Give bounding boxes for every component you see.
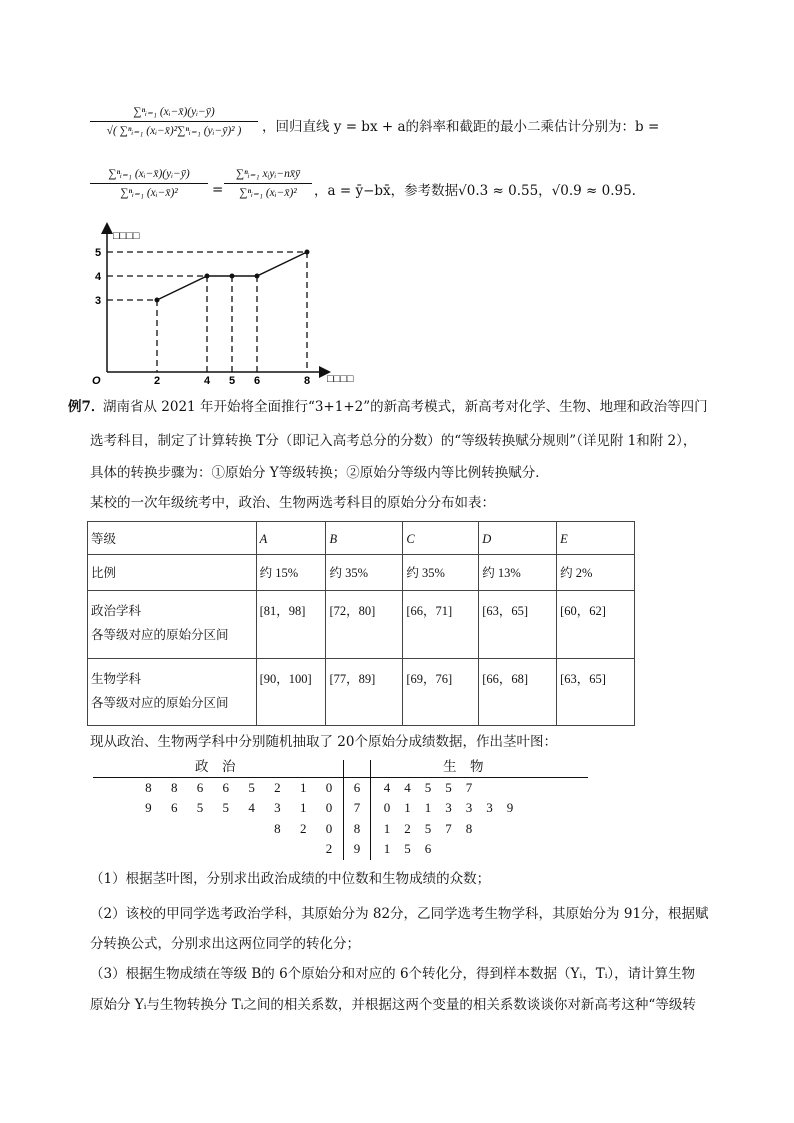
table-cell: [90，100]: [256, 659, 326, 726]
stemleaf-intro: 现从政治、生物两学科中分别随机抽取了 20个原始分成绩数据，作出茎叶图：: [90, 734, 557, 750]
question-2-line-1: （2）该校的甲同学选考政治学科，其原始分为 82分，乙同学选考生物学科，其原始分为 91分，根据赋: [90, 906, 709, 922]
line-graph: [80, 222, 400, 388]
politics-title: 政 治: [195, 759, 236, 775]
example-line-2: 选考科目，制定了计算转换 T分（即记入高考总分的分数）的“等级转换赋分规则”（详见附 1和附 2），: [90, 433, 697, 449]
table-cell: [81，98]: [256, 591, 326, 659]
politics-leaf: 2: [325, 841, 333, 856]
table-header-cell: 等级: [88, 522, 257, 555]
table-cell: [88, 659, 257, 726]
biology-leaf: 7: [445, 821, 452, 836]
table-cell: [60，62]: [557, 591, 635, 659]
table-header-cell: B: [326, 522, 403, 555]
table-header-cell: C: [403, 522, 479, 555]
table-header-row: [88, 522, 635, 555]
correlation-numerator: ∑ⁿᵢ₌₁ (xᵢ−x̄)(yᵢ−ȳ): [133, 106, 215, 118]
politics-leaf: 0: [325, 780, 333, 795]
table-cell: 约 13%: [479, 555, 557, 591]
biology-leaf: 4: [383, 780, 391, 795]
question-3-line-1: （3）根据生物成绩在等级 B的 6个原始分和对应的 6个转化分，得到样本数据（Yᵢ，Tᵢ），请计算生物: [90, 966, 696, 982]
table-politics-row: [88, 591, 635, 659]
table-cell: [77，89]: [326, 659, 403, 726]
y-tick-label: 4: [95, 271, 102, 283]
x-tick-label: 5: [229, 375, 236, 387]
stemleaf-row: [0, 800, 794, 820]
biology-leaf: 3: [465, 800, 473, 815]
data-point: [155, 298, 160, 303]
biology-leaf: 5: [424, 821, 432, 836]
data-point: [205, 274, 210, 279]
biology-leaf: 3: [486, 800, 493, 815]
table-biology-row: [88, 659, 635, 726]
data-point: [230, 274, 235, 279]
biology-leaf: 3: [445, 800, 452, 815]
table-cell: [66，68]: [479, 659, 557, 726]
biology-leaf: 7: [465, 780, 473, 795]
regression-text: ，回归直线 y = bx + a的斜率和截距的最小二乘估计分别为：b =: [262, 119, 660, 135]
biology-leaf: 1: [424, 800, 432, 815]
biology-leaf: 6: [424, 841, 432, 856]
table-header-cell: D: [479, 522, 557, 555]
table-header-cell: E: [557, 522, 635, 555]
question-1: （1）根据茎叶图，分别求出政治成绩的中位数和生物成绩的众数；: [90, 871, 491, 887]
table-cell: [63，65]: [557, 659, 635, 726]
table-header-cell: A: [256, 522, 326, 555]
stem: 7: [353, 800, 361, 815]
politics-leaf: 5: [222, 800, 230, 815]
politics-leaf: 1: [299, 780, 307, 795]
politics-leaf: 6: [222, 780, 230, 795]
reference-data-text: ，a = ȳ−bx̄，参考数据√0.3 ≈ 0.55，√0.9 ≈ 0.95.: [314, 183, 636, 199]
data-point: [305, 250, 310, 255]
politics-leaf: 8: [170, 780, 178, 795]
politics-leaf: 0: [325, 821, 333, 836]
politics-leaf: 9: [145, 800, 152, 815]
biology-label-1: 生物学科: [91, 672, 142, 686]
example-line-1: 湖南省从 2021 年开始将全面推行“3+1+2”的新高考模式，新高考对化学、生物、地理和政治等四门: [103, 399, 708, 415]
question-3-line-2: 原始分 Yᵢ与生物转换分 Tᵢ之间的相关系数，并根据这两个变量的相关系数谈谈你对新高考这种“等级转: [90, 997, 696, 1013]
slope-denominator-1: ∑ⁿᵢ₌₁ (xᵢ−x̄)²: [120, 187, 178, 199]
table-cell: [66，71]: [403, 591, 479, 659]
biology-leaf: 8: [465, 821, 473, 836]
politics-leaf: 5: [196, 800, 204, 815]
example-line-3: 具体的转换步骤为：①原始分 Y等级转换；②原始分等级内等比例转换赋分．: [90, 465, 549, 481]
slope-fraction-2: [224, 166, 312, 201]
biology-leaf: 5: [404, 841, 411, 856]
table-cell: 约 15%: [256, 555, 326, 591]
politics-leaf: 8: [274, 821, 281, 836]
x-axis-label: □□□□: [327, 373, 354, 385]
stem: 8: [353, 821, 361, 836]
data-point: [255, 274, 260, 279]
table-cell: 约 35%: [403, 555, 479, 591]
biology-leaf: 5: [424, 780, 432, 795]
stem: 9: [353, 841, 361, 856]
politics-leaf: 6: [170, 800, 178, 815]
y-tick-label: 5: [95, 247, 102, 259]
stemleaf-top-rule: [93, 777, 588, 778]
slope-numerator-1: ∑ⁿᵢ₌₁ (xᵢ−x̄)(yᵢ−ȳ): [108, 168, 190, 180]
politics-label-1: 政治学科: [91, 604, 142, 618]
slope-denominator-2: ∑ⁿᵢ₌₁ (xᵢ−x̄)²: [239, 187, 297, 199]
table-cell: [88, 591, 257, 659]
politics-leaf: 2: [274, 780, 281, 795]
question-2-line-2: 分转换公式，分别求出这两位同学的转化分；: [90, 936, 360, 952]
y-axis-label: □□□□: [113, 230, 140, 242]
biology-leaf: 1: [404, 800, 411, 815]
slope-numerator-2: ∑ⁿᵢ₌₁ xᵢyᵢ−nx̄ȳ: [235, 168, 301, 180]
correlation-denominator: √( ∑ⁿᵢ₌₁ (xᵢ−x̄)²∑ⁿᵢ₌₁ (yᵢ−ȳ)² ): [106, 125, 242, 137]
example-label: 例7．: [68, 399, 105, 415]
politics-leaf: 2: [299, 821, 307, 836]
table-cell: 比例: [88, 555, 257, 591]
biology-title: 生 物: [443, 759, 484, 775]
correlation-fraction: [90, 104, 258, 139]
stemleaf-row: [0, 841, 794, 861]
politics-leaf: 6: [196, 780, 204, 795]
table-cell: 约 35%: [326, 555, 403, 591]
x-tick-label: 2: [154, 375, 161, 387]
x-tick-label: 4: [204, 375, 211, 387]
politics-leaf: 5: [248, 780, 255, 795]
politics-leaf: 3: [274, 800, 281, 815]
stemleaf-row: [0, 821, 794, 841]
equals-sign: =: [212, 182, 224, 198]
table-intro: 某校的一次年级统考中，政治、生物两选考科目的原始分分布如表：: [90, 495, 495, 511]
politics-leaf: 8: [145, 780, 152, 795]
origin-label: O: [92, 375, 101, 387]
table-cell: [69，76]: [403, 659, 479, 726]
x-tick-label: 8: [304, 375, 311, 387]
stem: 6: [353, 780, 361, 795]
biology-leaf: 1: [383, 821, 391, 836]
x-tick-label: 6: [254, 375, 261, 387]
politics-leaf: 1: [299, 800, 307, 815]
stemleaf-row: [0, 780, 794, 800]
biology-leaf: 0: [383, 800, 391, 815]
biology-leaf: 2: [404, 821, 411, 836]
score-distribution-table: [87, 521, 635, 726]
biology-leaf: 9: [506, 800, 514, 815]
politics-leaf: 0: [325, 800, 333, 815]
table-cell: [63，65]: [479, 591, 557, 659]
politics-label-2: 各等级对应的原始分区间: [91, 628, 229, 642]
biology-leaf: 5: [445, 780, 452, 795]
y-tick-label: 3: [95, 295, 102, 307]
politics-leaf: 4: [248, 800, 255, 815]
table-ratio-row: [88, 555, 635, 591]
biology-leaf: 4: [404, 780, 411, 795]
table-cell: [72，80]: [326, 591, 403, 659]
slope-fraction-1: [90, 166, 208, 201]
biology-leaf: 1: [383, 841, 391, 856]
table-cell: 约 2%: [557, 555, 635, 591]
biology-label-2: 各等级对应的原始分区间: [91, 696, 229, 710]
